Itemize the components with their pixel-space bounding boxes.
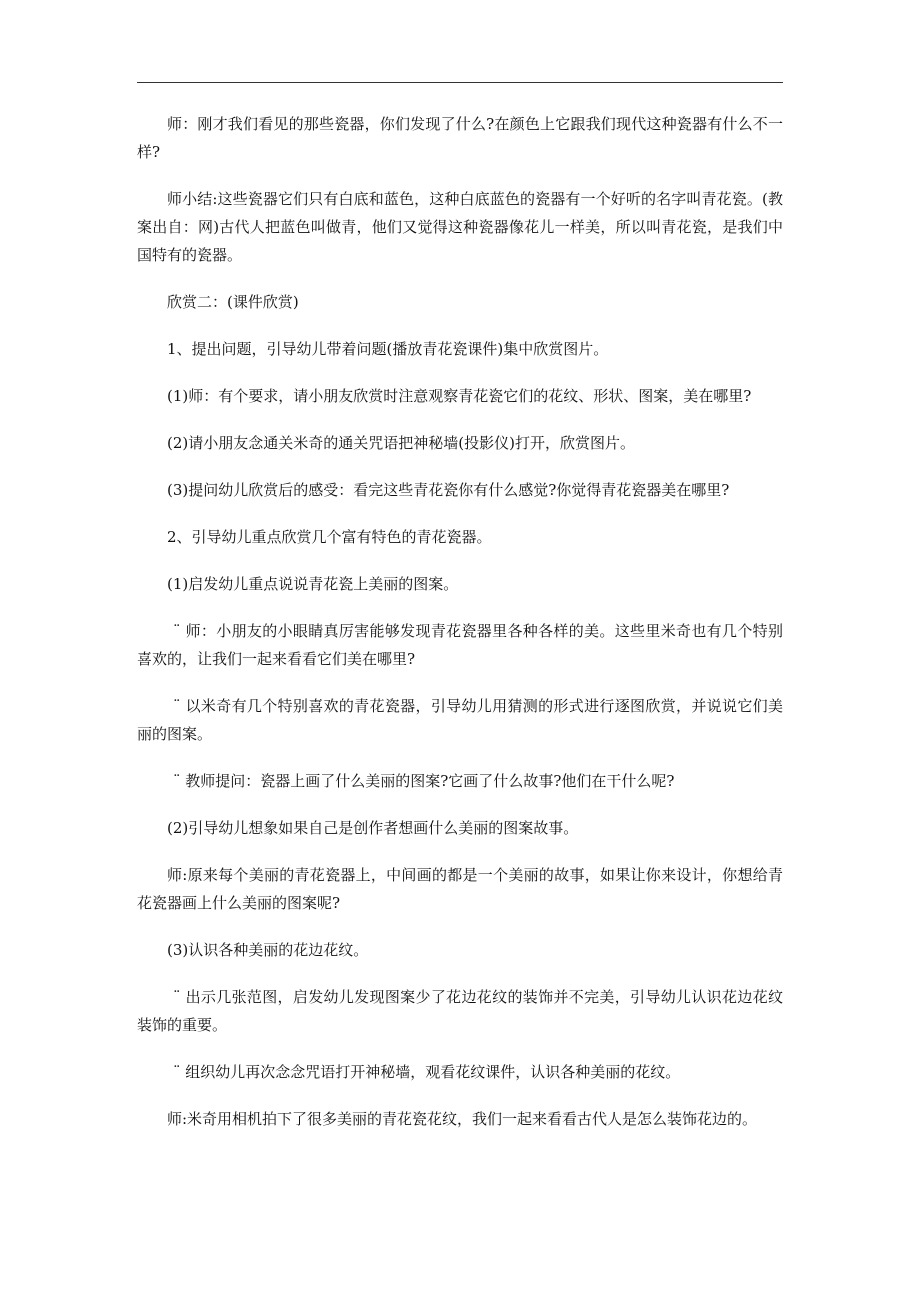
paragraph: 师:米奇用相机拍下了很多美丽的青花瓷花纹，我们一起来看看古代人是怎么装饰花边的。	[167, 1110, 758, 1128]
paragraph: 师:原来每个美丽的青花瓷器上，中间画的都是一个美丽的故事，如果让你来设计，你想给青花瓷器画上什么美丽的图案呢?	[137, 866, 783, 912]
bullet-paragraph: ¨ 出示几张范图，启发幼儿发现图案少了花边花纹的装饰并不完美，引导幼儿认识花边花纹装饰的重要。	[137, 988, 783, 1034]
paragraph: 师小结:这些瓷器它们只有白底和蓝色，这种白底蓝色的瓷器有一个好听的名字叫青花瓷。(教案出自：网)古代人把蓝色叫做青，他们又觉得这种瓷器像花儿一样美，所以叫青花瓷，是我们中国特有的瓷器。	[137, 190, 783, 264]
paragraph: 师：刚才我们看见的那些瓷器，你们发现了什么?在颜色上它跟我们现代这种瓷器有什么不一样?	[137, 115, 783, 161]
document-body	[137, 110, 783, 1152]
bullet-paragraph: ¨ 组织幼儿再次念念咒语打开神秘墙，观看花纹课件，认识各种美丽的花纹。	[173, 1063, 681, 1081]
paragraph: 欣赏二：(课件欣赏)	[167, 293, 299, 311]
header-rule	[137, 82, 783, 83]
bullet-paragraph: ¨ 师：小朋友的小眼睛真厉害能够发现青花瓷器里各种各样的美。这些里米奇也有几个特别喜欢的，让我们一起来看看它们美在哪里?	[137, 622, 783, 668]
bullet-paragraph: ¨ 以米奇有几个特别喜欢的青花瓷器，引导幼儿用猜测的形式进行逐图欣赏，并说说它们美丽的图案。	[137, 697, 783, 743]
bullet-paragraph: ¨ 教师提问：瓷器上画了什么美丽的图案?它画了什么故事?他们在干什么呢?	[173, 772, 675, 790]
paragraph: 1、提出问题，引导幼儿带着问题(播放青花瓷课件)集中欣赏图片。	[167, 340, 609, 358]
paragraph: (2)请小朋友念通关米奇的通关咒语把神秘墙(投影仪)打开，欣赏图片。	[167, 434, 635, 452]
paragraph: (1)启发幼儿重点说说青花瓷上美丽的图案。	[167, 575, 459, 593]
paragraph: (3)提问幼儿欣赏后的感受：看完这些青花瓷你有什么感觉?你觉得青花瓷器美在哪里?	[167, 481, 730, 499]
paragraph: (1)师：有个要求，请小朋友欣赏时注意观察青花瓷它们的花纹、形状、图案，美在哪里?	[167, 387, 752, 405]
paragraph: (2)引导幼儿想象如果自己是创作者想画什么美丽的图案故事。	[167, 819, 579, 837]
paragraph: (3)认识各种美丽的花边花纹。	[167, 941, 369, 959]
paragraph: 2、引导幼儿重点欣赏几个富有特色的青花瓷器。	[167, 528, 492, 546]
